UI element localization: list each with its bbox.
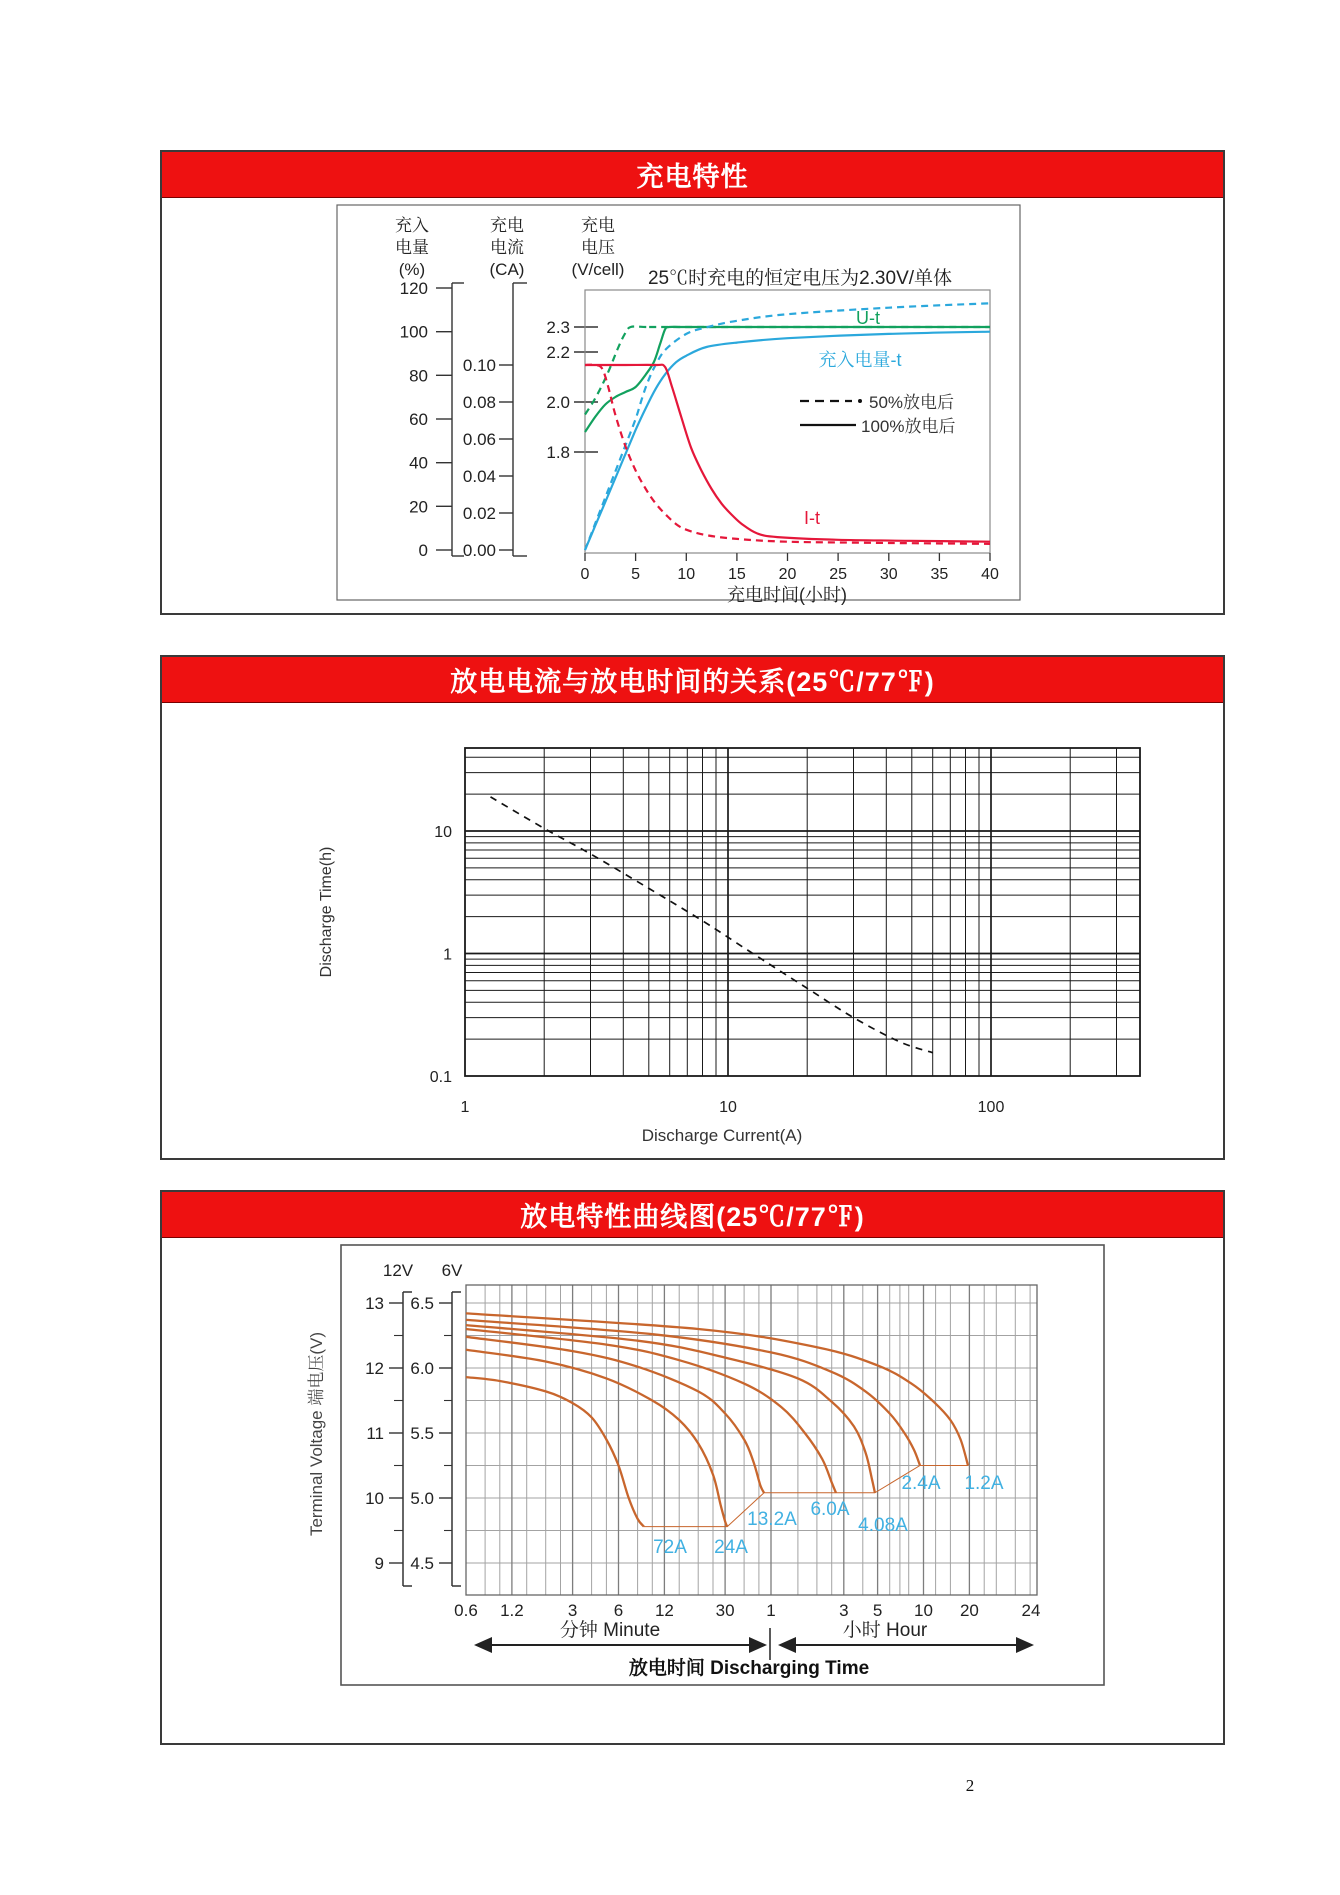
panel-header (162, 657, 1223, 703)
tick-label: 10 (677, 566, 696, 583)
legend-label: 100%放电后 (861, 417, 956, 436)
tick-label: 30 (879, 566, 898, 583)
tick-label: 9 (374, 1554, 384, 1573)
tick-label: 40 (981, 566, 999, 583)
tick-label: 0.10 (462, 356, 496, 375)
axis-title: (CA) (489, 260, 525, 279)
tick-label: 5.0 (410, 1489, 434, 1508)
tick-label: 100 (399, 322, 428, 342)
tick-label: 10 (434, 824, 452, 841)
tick-label: 10 (719, 1099, 737, 1116)
tick-label: 40 (409, 453, 428, 473)
tick-label: 30 (715, 1601, 735, 1620)
tick-label: 12 (654, 1601, 674, 1620)
tick-label: 0.00 (462, 541, 496, 560)
tick-label: 6.5 (410, 1294, 434, 1313)
tick-label: 3 (839, 1601, 849, 1620)
panel-charge-characteristics (160, 150, 1225, 615)
x-axis-label: 充电时间(小时) (727, 585, 847, 605)
current-curve-label: I-t (804, 508, 820, 528)
axis-title: 电流 (490, 238, 524, 257)
axis-title: 电量 (395, 238, 429, 257)
tick-label: 11 (366, 1424, 384, 1443)
hour-range-label: 小时 Hour (842, 1620, 928, 1641)
curve-label: 13.2A (747, 1509, 797, 1530)
legend-label: 50%放电后 (869, 393, 955, 412)
tick-label: 5 (872, 1601, 883, 1620)
tick-label: 2.2 (546, 343, 570, 362)
tick-label: 0.1 (429, 1069, 452, 1086)
tick-label: 1 (443, 946, 452, 964)
y-axis-label: Terminal Voltage 端电压(V) (307, 1331, 326, 1537)
tick-label: 20 (409, 497, 428, 517)
constant-voltage-annotation: 25℃时充电的恒定电压为2.30V/单体 (647, 268, 953, 289)
tick-label: 6.0 (410, 1359, 434, 1378)
tick-label: 5.5 (410, 1424, 434, 1443)
tick-label: 0 (418, 541, 428, 560)
tick-label: 0.06 (462, 430, 496, 449)
tick-label: 120 (399, 279, 428, 298)
panel-title: 放电电流与放电时间的关系(25℃/77℉) (450, 667, 935, 697)
tick-label: 24 (1021, 1601, 1041, 1620)
tick-label: 6 (613, 1601, 624, 1620)
column-header-6v: 6V (441, 1261, 463, 1280)
tick-label: 1 (766, 1601, 776, 1620)
minute-range-label: 分钟 Minute (559, 1620, 661, 1641)
tick-label: 10 (365, 1489, 384, 1508)
tick-label: 1.2 (500, 1601, 524, 1620)
tick-label: 10 (914, 1601, 933, 1620)
tick-label: 100 (977, 1099, 1005, 1116)
panel-discharge-characteristic-curves (160, 1190, 1225, 1745)
axis-title: 充电 (490, 216, 524, 235)
axis-title: 充电 (581, 216, 615, 235)
panel-discharge-time-vs-current (160, 655, 1225, 1160)
tick-label: 0.6 (454, 1601, 478, 1620)
tick-label: 2.0 (546, 393, 570, 412)
tick-label: 1.8 (546, 443, 570, 462)
tick-label: 3 (567, 1601, 578, 1620)
axis-title: (V/cell) (571, 260, 625, 279)
panel-header (162, 1192, 1223, 1238)
tick-label: 20 (778, 566, 797, 583)
tick-label: 0.08 (462, 393, 496, 412)
panel-title: 放电特性曲线图(25℃/77℉) (520, 1202, 865, 1232)
column-header-12v: 12V (382, 1261, 414, 1280)
curve-label: 72A (653, 1537, 687, 1558)
tick-label: 60 (409, 410, 428, 429)
tick-label: 15 (728, 566, 746, 583)
tick-label: 13 (365, 1294, 384, 1313)
tick-label: 0 (580, 566, 590, 583)
x-axis-label: 放电时间 Discharging Time (628, 1658, 870, 1679)
y-axis-label: Discharge Time(h) (318, 846, 335, 978)
quantity-curve-label: 充入电量-t (818, 350, 902, 370)
axis-title: 充入 (395, 216, 429, 235)
tick-label: 5 (631, 566, 641, 583)
tick-label: 35 (930, 566, 949, 583)
curve-label: 4.08A (858, 1515, 908, 1536)
curve-label: 1.2A (964, 1473, 1004, 1494)
x-axis-label: Discharge Current(A) (641, 1126, 803, 1145)
panel-title: 充电特性 (636, 162, 749, 192)
curve-label: 2.4A (901, 1473, 941, 1494)
tick-label: 1 (460, 1099, 470, 1116)
tick-label: 2.3 (546, 318, 570, 337)
voltage-curve-label: U-t (856, 308, 880, 328)
axis-title: 电压 (581, 238, 615, 257)
axis-title: (%) (398, 260, 426, 279)
tick-label: 25 (829, 566, 847, 583)
curve-label: 6.0A (810, 1499, 850, 1520)
tick-label: 0.02 (462, 504, 496, 523)
tick-label: 0.04 (462, 467, 496, 486)
curve-label: 24A (714, 1537, 748, 1558)
tick-label: 12 (365, 1359, 384, 1378)
tick-label: 80 (409, 366, 428, 386)
panel-header (162, 152, 1223, 198)
tick-label: 20 (959, 1601, 979, 1620)
tick-label: 4.5 (410, 1554, 434, 1573)
page-number: 2 (965, 1776, 975, 1795)
